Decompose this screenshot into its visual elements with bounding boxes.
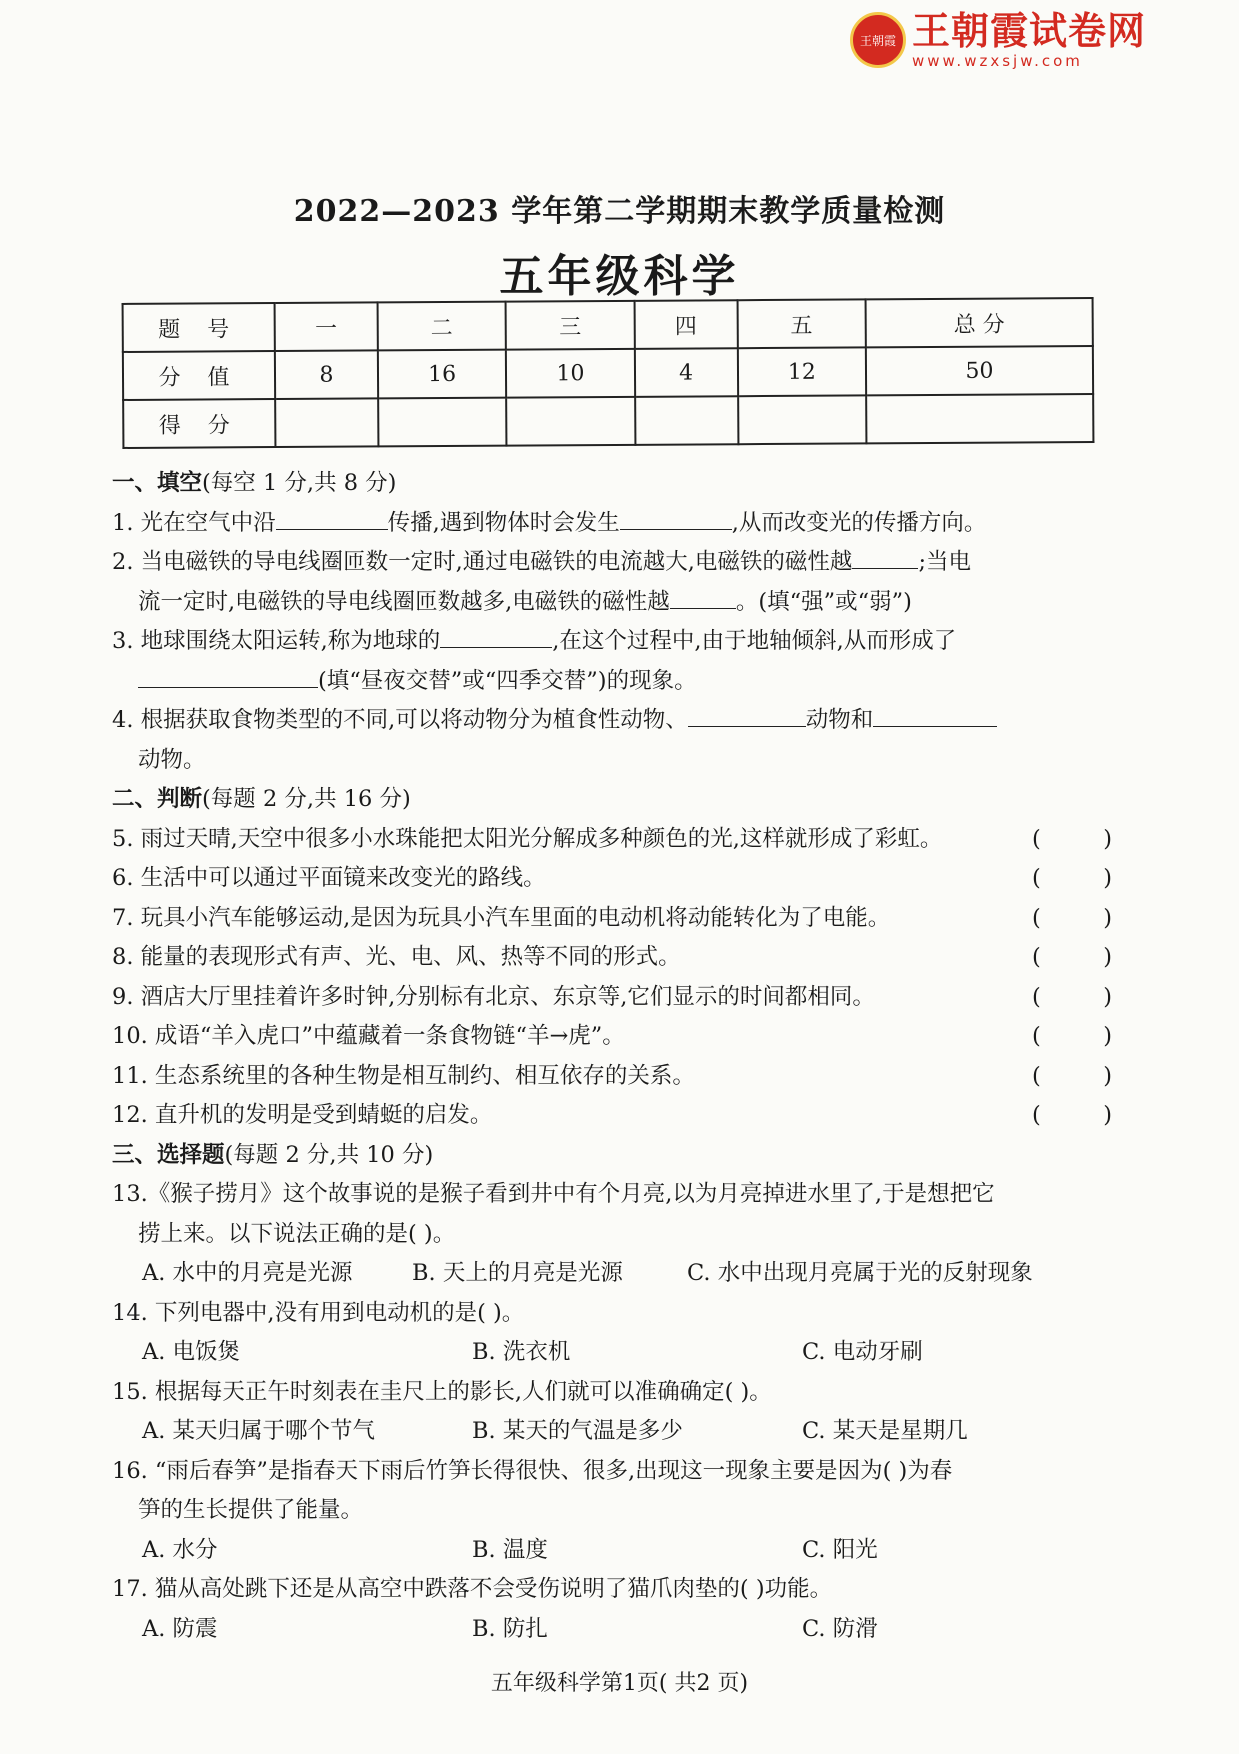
answer-blank[interactable] [670,584,736,609]
score-value: 8 [275,350,378,399]
question-4-cont: 动物。 [138,746,206,773]
earned-score-cell[interactable] [635,396,738,445]
answer-parens[interactable]: ( ) [1032,1062,1112,1089]
option-c[interactable]: C. 防滑 [802,1615,878,1642]
exam-title: 2022—2023 学年第二学期期末教学质量检测 [293,194,946,229]
answer-parens[interactable]: ( ) [1032,865,1112,891]
logo-url: www.wzxsjw.com [912,52,1083,70]
answer-blank[interactable] [620,505,732,530]
score-table [122,297,1095,449]
option-c[interactable]: C. 阳光 [802,1536,878,1563]
row-label: 题 号 [123,303,275,352]
site-logo [850,10,1146,70]
question-15: 15. 根据每天正午时刻表在圭尺上的影长,人们就可以准确确定( )。 [112,1378,772,1405]
question-4: 4. 根据获取食物类型的不同,可以将动物分为植食性动物、 动物和 [112,701,1122,741]
section-heading: 二、判断(每题 2 分,共 16 分) [112,786,411,812]
logo-name: 王朝霞试卷网 [912,9,1147,53]
score-table-row-header [123,298,1093,352]
option-b[interactable]: B. 防扎 [472,1615,548,1642]
option-b[interactable]: B. 洗衣机 [472,1339,571,1365]
answer-blank[interactable] [138,663,318,688]
section-heading: 三、选择题(每题 2 分,共 10 分) [112,1141,434,1168]
exam-subtitle: 五年级科学 [499,251,740,302]
question-12: 12. 直升机的发明是受到蜻蜓的启发。 ( ) [112,1096,1122,1136]
earned-score-cell[interactable] [866,394,1093,443]
row-label: 得 分 [123,399,275,448]
score-table-row-values [123,346,1093,400]
question-14: 14. 下列电器中,没有用到电动机的是( )。 [112,1299,525,1326]
column-label: 总 分 [866,298,1093,347]
earned-score-cell[interactable] [506,397,635,446]
question-7: 7. 玩具小汽车能够运动,是因为玩具小汽车里面的电动机将动能转化为了电能。 ( ) [112,899,1122,939]
option-a[interactable]: A. 某天归属于哪个节气 [142,1418,376,1444]
exam-content [112,464,1122,1649]
score-table-row-earned [123,394,1093,448]
question-10: 10. 成语“羊入虎口”中蕴藏着一条食物链“羊→虎”。 ( ) [112,1017,1122,1057]
option-b[interactable]: B. 温度 [472,1536,548,1563]
question-6: 6. 生活中可以通过平面镜来改变光的路线。 ( ) [112,859,1122,899]
option-a[interactable]: A. 电饭煲 [142,1339,241,1365]
question-3: 3. 地球围绕太阳运转,称为地球的 ,在这个过程中,由于地轴倾斜,从而形成了 [112,622,1122,662]
score-value: 10 [506,349,635,398]
question-3-cont: (填“昼夜交替”或“四季交替”)的现象。 [112,662,1122,702]
answer-blank[interactable] [873,702,997,727]
question-16-cont: 笋的生长提供了能量。 [138,1497,364,1523]
column-label: 三 [506,301,635,350]
question-16-options [112,1531,1122,1571]
option-b[interactable]: B. 天上的月亮是光源 [412,1260,623,1286]
column-label: 二 [377,302,506,351]
earned-score-cell[interactable] [738,395,867,444]
option-a[interactable]: A. 水中的月亮是光源 [142,1260,353,1286]
answer-blank[interactable] [440,623,552,648]
question-16: 16. “雨后春笋”是指春天下雨后竹笋长得很快、很多,出现这一现象主要是因为( )为春 [112,1457,953,1484]
answer-parens[interactable]: ( ) [1032,983,1112,1010]
score-value: 50 [866,346,1093,395]
option-a[interactable]: A. 水分 [142,1536,218,1563]
answer-parens[interactable]: ( ) [1032,1023,1112,1049]
question-11: 11. 生态系统里的各种生物是相互制约、相互依存的关系。 ( ) [112,1057,1122,1097]
section-heading: 一、填空(每空 1 分,共 8 分) [112,470,397,496]
earned-score-cell[interactable] [275,398,378,447]
answer-blank[interactable] [276,505,388,530]
column-label: 五 [737,299,866,348]
logo-seal-icon: 王朝霞 [850,12,906,68]
answer-blank[interactable] [852,544,918,569]
question-5: 5. 雨过天晴,天空中很多小水珠能把太阳光分解成多种颜色的光,这样就形成了彩虹。 ( ) [112,820,1122,860]
answer-parens[interactable]: ( ) [1032,904,1112,931]
answer-parens[interactable]: ( ) [1032,944,1112,970]
question-14-options [112,1333,1122,1373]
question-17-options [112,1610,1122,1650]
question-17: 17. 猫从高处跳下还是从高空中跌落不会受伤说明了猫爪肉垫的( )功能。 [112,1576,833,1602]
answer-blank[interactable] [688,702,806,727]
option-c[interactable]: C. 某天是星期几 [802,1418,968,1444]
question-13-options [112,1254,1122,1294]
question-15-options [112,1412,1122,1452]
question-2: 2. 当电磁铁的导电线圈匝数一定时,通过电磁铁的电流越大,电磁铁的磁性越 ;当电 [112,543,1122,583]
question-13: 13.《猴子捞月》这个故事说的是猴子看到井中有个月亮,以为月亮掉进水里了,于是想把它 [112,1181,995,1207]
answer-parens[interactable]: ( ) [1032,825,1112,852]
question-1: 1. 光在空气中沿 传播,遇到物体时会发生 ,从而改变光的传播方向。 [112,504,1122,544]
column-label: 四 [634,300,737,349]
option-c[interactable]: C. 水中出现月亮属于光的反射现象 [687,1260,1033,1286]
question-13-cont: 捞上来。以下说法正确的是( )。 [138,1220,456,1247]
option-a[interactable]: A. 防震 [142,1615,218,1642]
option-b[interactable]: B. 某天的气温是多少 [472,1418,683,1444]
earned-score-cell[interactable] [378,398,507,447]
question-2-cont: 流一定时,电磁铁的导电线圈匝数越多,电磁铁的磁性越 。(填“强”或“弱”) [112,583,1122,623]
question-9: 9. 酒店大厅里挂着许多时钟,分别标有北京、东京等,它们显示的时间都相同。 ( ) [112,978,1122,1018]
answer-parens[interactable]: ( ) [1032,1102,1112,1128]
score-value: 4 [635,348,738,397]
page-footer: 五年级科学第1页( 共2 页) [490,1671,749,1696]
option-c[interactable]: C. 电动牙刷 [802,1339,923,1365]
score-value: 16 [378,350,507,399]
question-8: 8. 能量的表现形式有声、光、电、风、热等不同的形式。 ( ) [112,938,1122,978]
column-label: 一 [275,302,378,351]
score-value: 12 [737,347,866,396]
row-label: 分 值 [123,351,275,400]
